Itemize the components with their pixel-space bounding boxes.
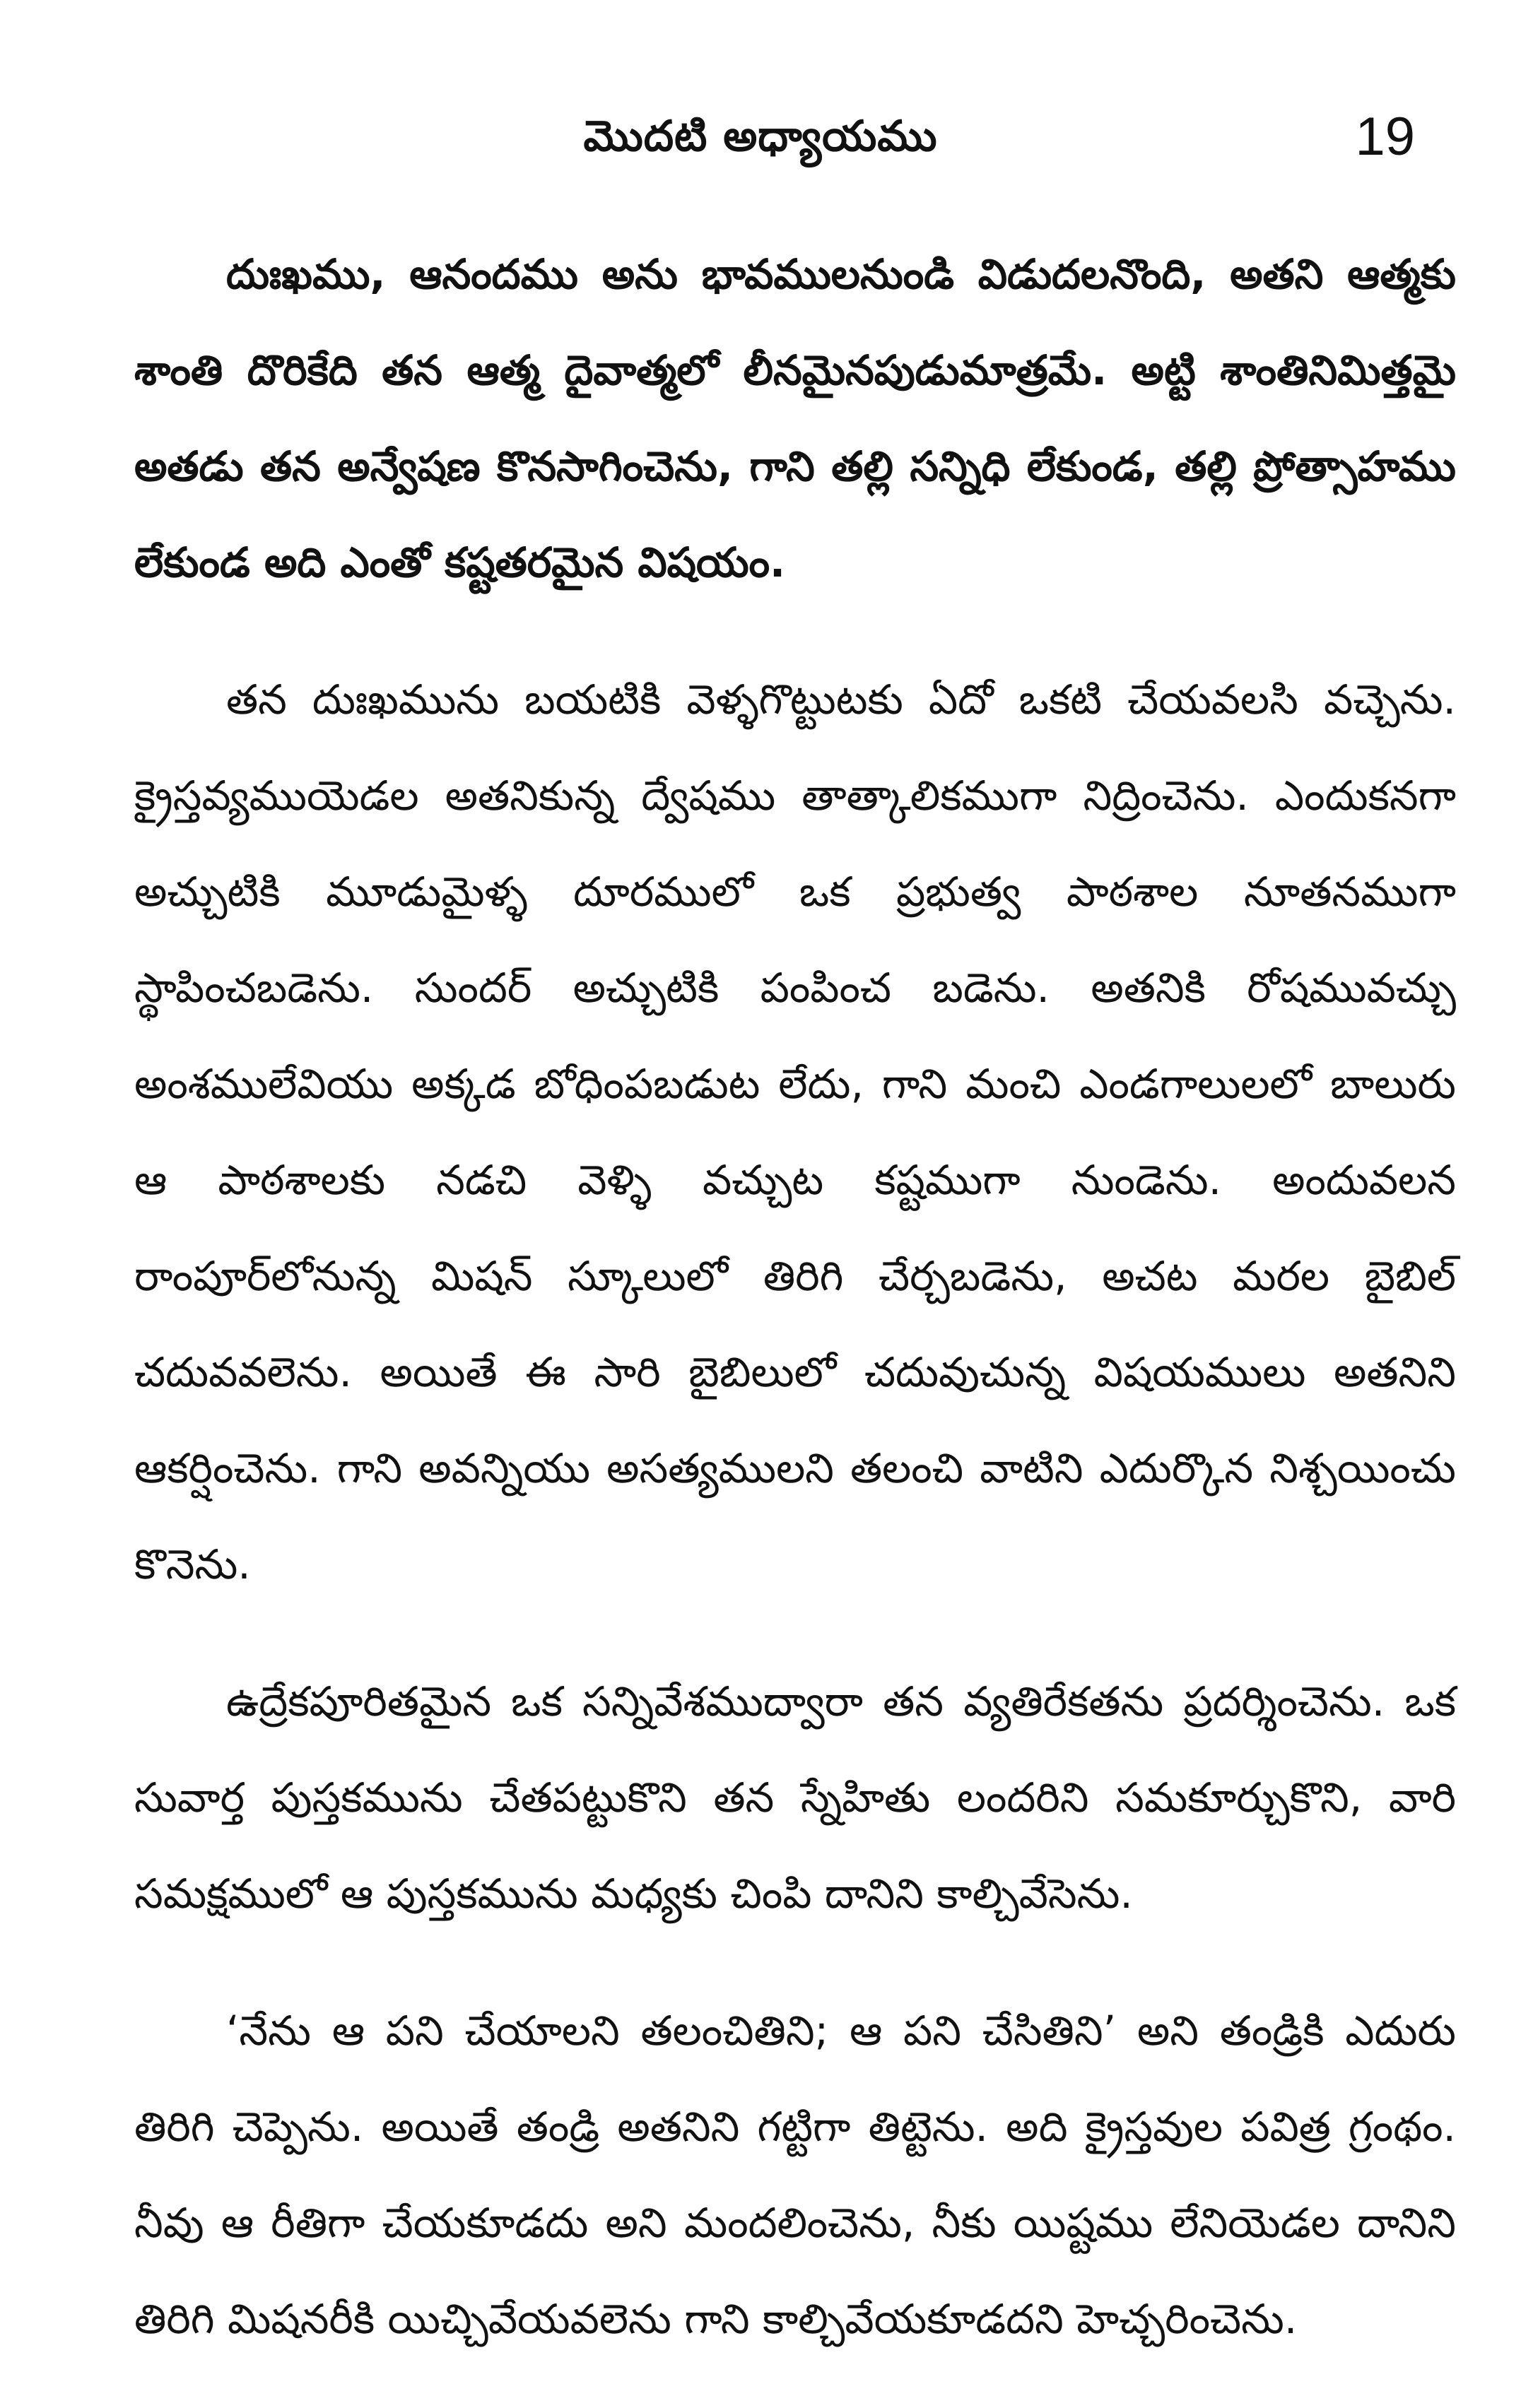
paragraph-3: ఉద్రేకపూరితమైన ఒక సన్నివేశముద్వారా తన వ్యతిరేకతను ప్రదర్శించెను. ఒక సువార్త పుస్తకమును చేతపట్టుకొని తన స్నేహితు లందరిని సమకూర్చుకొని, వారి సమక్షములో ఆ పుస్తకమును మధ్యకు చింపి దానిని కాల్చివేసెను. [134, 1677, 1456, 1918]
paragraph-4: ‘నేను ఆ పని చేయాలని తలంచితిని; ఆ పని చేసితిని’ అని తండ్రికి ఎదురు తిరిగి చెప్పెను. అయితే తండ్రి అతనిని గట్టిగా తిట్టెను. అది క్రైస్తవుల పవిత్ర గ్రంథం. నీవు ఆ రీతిగా చేయకూడదు అని మందలించెను, నీకు యిష్టము లేనియెడల దానిని తిరిగి మిషనరీకి యిచ్చివేయవలెను గాని కాల్చివేయకూడదని హెచ్చరించెను. [134, 2007, 1456, 2343]
page-header [0, 99, 1521, 184]
body-text [134, 226, 1456, 2408]
paragraph-1: దుఃఖము, ఆనందము అను భావములనుండి విడుదలనొంది, అతని ఆత్మకు శాంతి దొరికేది తన ఆత్మ దైవాత్మలో లీనమైనపుడుమాత్రమే. అట్టి శాంతినిమిత్తమై అతడు తన అన్వేషణ కొనసాగించెను, గాని తల్లి సన్నిధి లేకుండ, తల్లి ప్రోత్సాహము లేకుండ అది ఎంతో కష్టతరమైన విషయం. [134, 250, 1456, 586]
page-number: 19 [1355, 107, 1415, 167]
running-title: మొదటి అధ్యాయము [583, 112, 938, 161]
paragraph-2: తన దుఃఖమును బయటికి వెళ్ళగొట్టుటకు ఏదో ఒకటి చేయవలసి వచ్చెను. క్రైస్తవ్యముయెడల అతనికున్న ద్వేషము తాత్కాలికముగా నిద్రించెను. ఎందుకనగా అచ్చుటికి మూడుమైళ్ళ దూరములో ఒక ప్రభుత్వ పాఠశాల నూతనముగా స్థాపించబడెను. సుందర్ అచ్చుటికి పంపించ బడెను. అతనికి రోషమువచ్చు అంశములేవియు అక్కడ బోధింపబడుట లేదు, గాని మంచి ఎండగాలులలో బాలురు ఆ పాఠశాలకు నడచి వెళ్ళి వచ్చుట కష్టముగా నుండెను. అందువలన రాంపూర్‌లోనున్న మిషన్ స్కూలులో తిరిగి చేర్చబడెను, అచట మరల బైబిల్ చదువవలెను. అయితే ఈ సారి బైబిలులో చదువుచున్న విషయములు అతనిని ఆకర్షించెను. గాని అవన్నియు అసత్యములని తలంచి వాటిని ఎదుర్కొన నిశ్చయించు కొనెను. [134, 675, 1456, 1588]
